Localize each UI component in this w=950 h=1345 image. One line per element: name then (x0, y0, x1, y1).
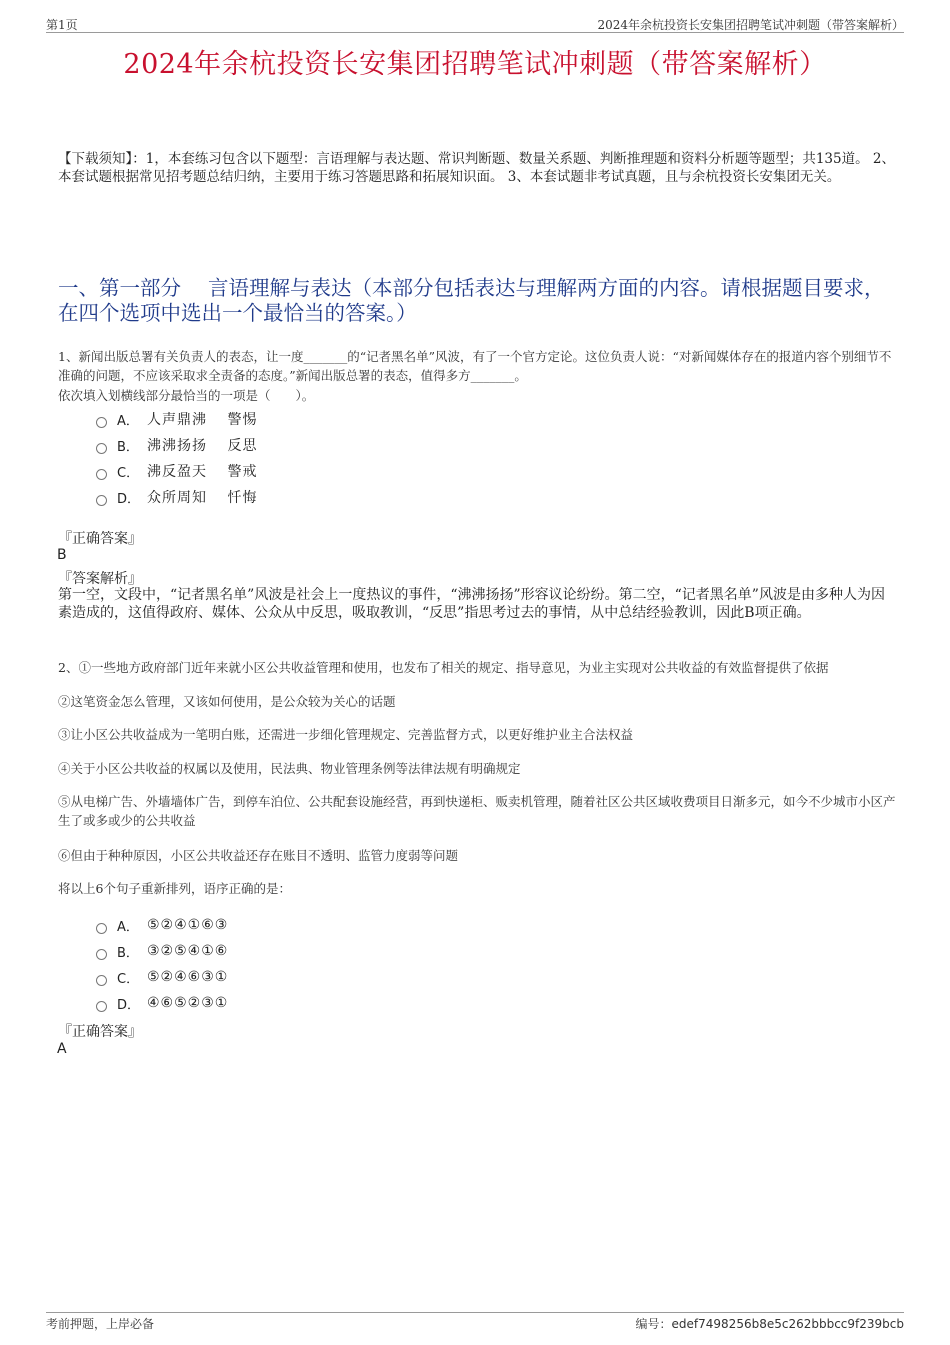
option-c[interactable] (96, 964, 496, 990)
correct-answer-label: 『正确答案』 (58, 1024, 142, 1040)
option-letter: C． (117, 465, 140, 481)
radio-icon[interactable] (96, 495, 107, 506)
option-d[interactable] (96, 484, 496, 510)
option-letter: A． (117, 413, 139, 429)
option-text: 众所周知 忏悔 (147, 490, 258, 506)
analysis-label: 『答案解析』 (58, 571, 142, 587)
option-a[interactable] (96, 912, 496, 938)
code-value: edef7498256b8e5c262bbbcc9f239bcb (671, 1317, 904, 1331)
page-header (46, 14, 904, 33)
question-1-stem: 1、新闻出版总署有关负责人的表态，让一度_______的“记者黑名单”风波，有了一个官方定论。这位负责人说：“对新闻媒体存在的报道内容个别细节不准确的问题，不应该采取求全责备的态度。”新闻出版总署的表态，值得多方_______。 (58, 349, 892, 383)
question-2-sentence-2: ②这笔资金怎么管理，又该如何使用，是公众较为关心的话题 (58, 694, 396, 709)
correct-answer: A (57, 1041, 67, 1057)
question-2-sentence-4: ④关于小区公共收益的权属以及使用，民法典、物业管理条例等法律法规有明确规定 (58, 761, 521, 776)
correct-answer: B (57, 547, 67, 563)
question-1-instruction: 依次填入划横线部分最恰当的一项是（ ）。 (58, 388, 315, 403)
option-text: ③②⑤④①⑥ (147, 943, 229, 959)
option-text: 沸沸扬扬 反思 (147, 438, 258, 454)
question-2-instruction: 将以上6个句子重新排列，语序正确的是： (58, 881, 291, 896)
question-2-sentence-3: ③让小区公共收益成为一笔明白账，还需进一步细化管理规定、完善监督方式，以更好维护业主合法权益 (58, 727, 634, 742)
option-letter: B． (117, 945, 139, 961)
option-d[interactable] (96, 990, 496, 1016)
option-letter: D． (117, 997, 141, 1013)
option-letter: A． (117, 919, 139, 935)
option-b[interactable] (96, 938, 496, 964)
download-notice: 【下载须知】：1，本套练习包含以下题型：言语理解与表达题、常识判断题、数量关系题、判断推理题和资料分析题等题型；共135道。 2、本套试题根据常见招考题总结归纳，主要用于练习答题思路和拓展知识面。 3、本套试题非考试真题，且与余杭投资长安集团无关。 (58, 151, 895, 185)
question-2-sentence-1: 2、①一些地方政府部门近年来就小区公共收益管理和使用，也发布了相关的规定、指导意见，为业主实现对公共收益的有效监督提供了依据 (58, 660, 829, 675)
radio-icon[interactable] (96, 975, 107, 986)
option-letter: B． (117, 439, 139, 455)
footer-slogan: 考前押题，上岸必备 (46, 1317, 155, 1331)
option-a[interactable] (96, 406, 496, 432)
radio-icon[interactable] (96, 949, 107, 960)
option-c[interactable] (96, 458, 496, 484)
radio-icon[interactable] (96, 443, 107, 454)
option-letter: D． (117, 491, 141, 507)
radio-icon[interactable] (96, 923, 107, 934)
radio-icon[interactable] (96, 469, 107, 480)
option-b[interactable] (96, 432, 496, 458)
page-footer (46, 1312, 904, 1331)
option-text: 人声鼎沸 警惕 (147, 412, 258, 428)
question-2-sentence-5: ⑤从电梯广告、外墙墙体广告，到停车泊位、公共配套设施经营，再到快递柜、贩卖机管理，随着社区公共区域收费项目日渐多元，如今不少城市小区产生了或多或少的公共收益 (58, 794, 896, 828)
question-1-options (96, 406, 496, 510)
option-text: ⑤②④⑥③① (147, 969, 229, 985)
option-text: 沸反盈天 警戒 (147, 464, 258, 480)
radio-icon[interactable] (96, 1001, 107, 1012)
correct-answer-label: 『正确答案』 (58, 531, 142, 547)
option-letter: C． (117, 971, 140, 987)
question-2-options (96, 912, 496, 1016)
section-heading: 一、第一部分 言语理解与表达（本部分包括表达与理解两方面的内容。请根据题目要求，在四个选项中选出一个最恰当的答案。） (58, 276, 885, 325)
option-text: ④⑥⑤②③① (147, 995, 229, 1011)
radio-icon[interactable] (96, 417, 107, 428)
option-text: ⑤②④①⑥③ (147, 917, 229, 933)
code-label: 编号： (635, 1317, 672, 1331)
page-number: 第1页 (46, 18, 78, 32)
header-doc-title: 2024年余杭投资长安集团招聘笔试冲刺题（带答案解析） (597, 18, 904, 32)
footer-code (636, 1315, 904, 1332)
document-title: 2024年余杭投资长安集团招聘笔试冲刺题（带答案解析） (123, 49, 827, 80)
question-2-sentence-6: ⑥但由于种种原因，小区公共收益还存在账目不透明、监管力度弱等问题 (58, 848, 459, 863)
answer-analysis: 第一空，文段中，“记者黑名单”风波是社会上一度热议的事件，“沸沸扬扬”形容议论纷纷。第二空，“记者黑名单”风波是由多种人为因素造成的，这值得政府、媒体、公众从中反思，吸取教训，“反思”指思考过去的事情，从中总结经验教训，因此B项正确。 (58, 587, 885, 621)
